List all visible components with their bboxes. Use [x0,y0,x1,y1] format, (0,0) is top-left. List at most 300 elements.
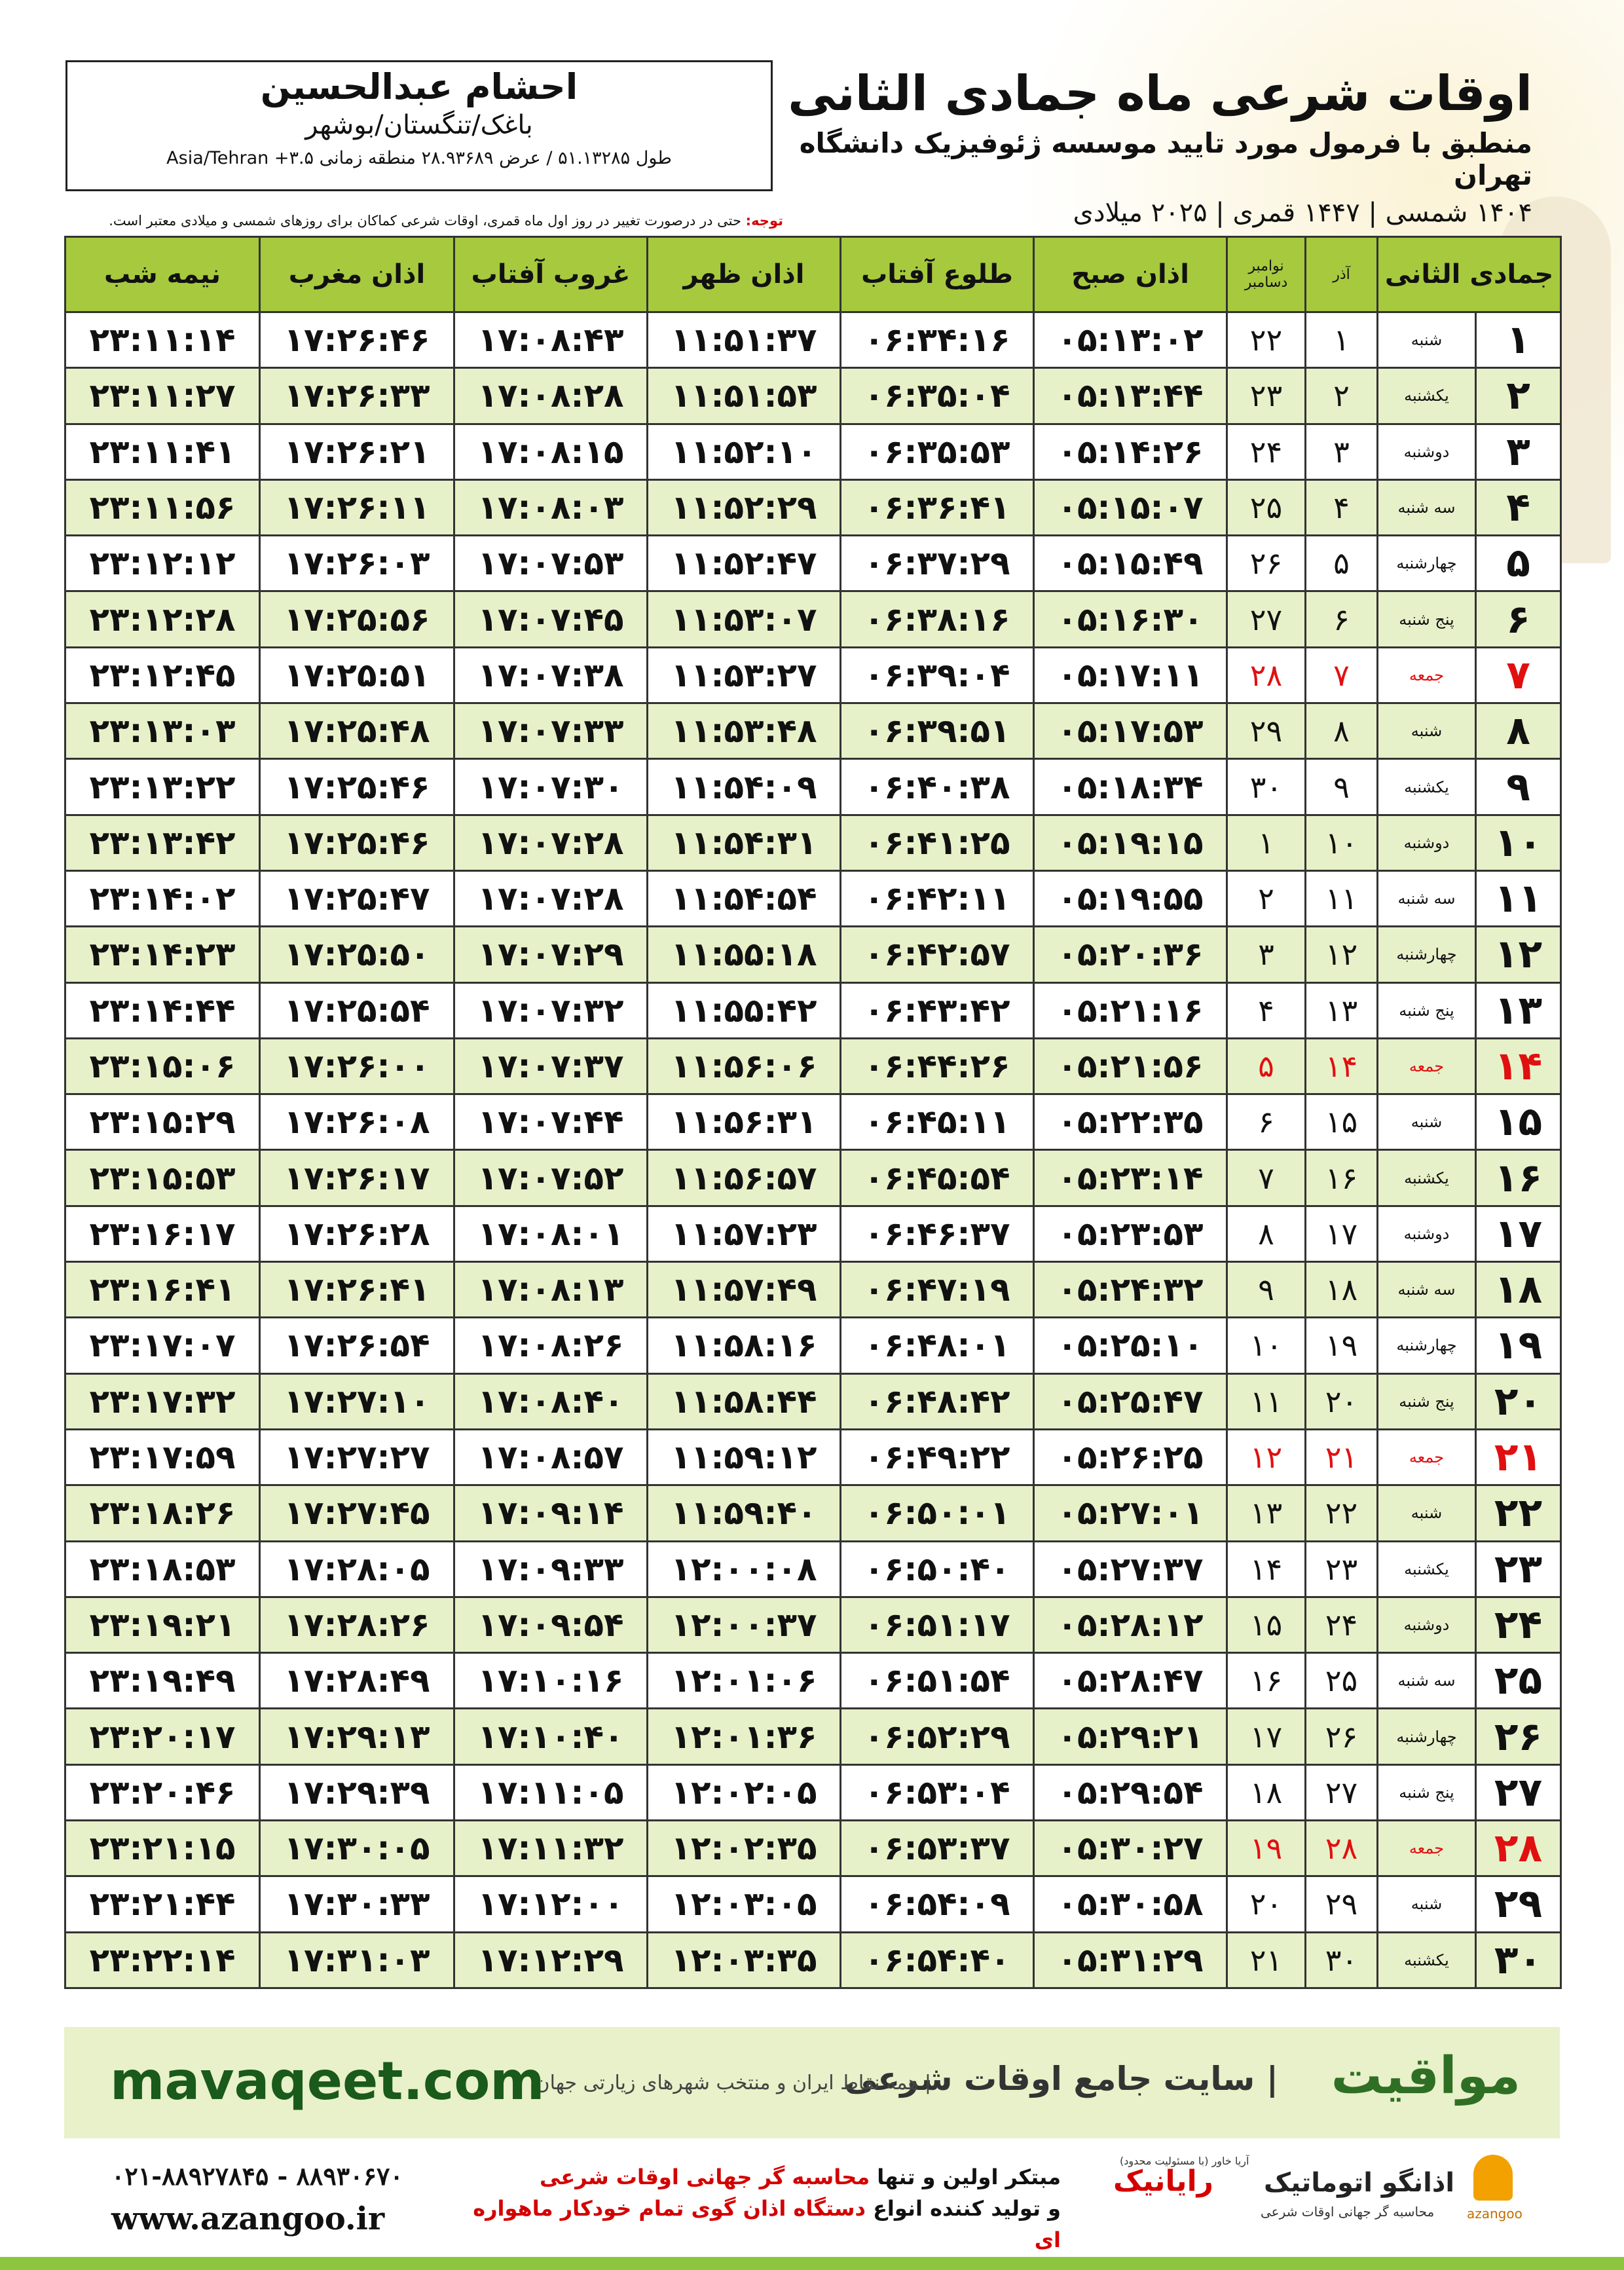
sunset-time: ۱۷:۰۸:۲۶ [454,1318,648,1373]
table-row [65,1485,1561,1541]
gregorian-date: ۲۰ [1227,1876,1306,1932]
dhuhr-time: ۱۱:۵۲:۴۷ [648,536,841,591]
azar-date: ۱۱ [1306,870,1378,926]
day-number: ۱۴ [1476,1038,1561,1094]
fajr-time: ۰۵:۳۰:۵۸ [1034,1876,1227,1932]
midnight-time: ۲۳:۲۲:۱۴ [65,1932,260,1988]
sunrise-time: ۰۶:۵۴:۴۰ [841,1932,1034,1988]
sunset-time: ۱۷:۱۱:۰۵ [454,1764,648,1820]
header-sunset: غروب آفتاب [454,237,648,312]
azar-date: ۱۶ [1306,1150,1378,1206]
location-coordinates: طول ۵۱.۱۳۲۸۵ / عرض ۲۸.۹۳۶۸۹ منطقه زمانی ۳.۵+ Asia/Tehran [166,148,672,168]
page-title: اوقات شرعی ماه جمادی الثانی [788,65,1532,122]
maghrib-time: ۱۷:۲۸:۲۶ [260,1597,454,1652]
table-row [65,1653,1561,1709]
day-number: ۱ [1476,312,1561,368]
azangoo-subtitle: محاسبه گر جهانی اوقات شرعی [1261,2204,1435,2220]
header-midnight: نیمه شب [65,237,260,312]
table-row [65,1541,1561,1597]
azar-date: ۲۸ [1306,1821,1378,1876]
table-row [65,368,1561,424]
maghrib-time: ۱۷:۲۶:۲۸ [260,1206,454,1261]
fajr-time: ۰۵:۲۸:۴۷ [1034,1653,1227,1709]
dhuhr-time: ۱۱:۵۱:۳۷ [648,312,841,368]
table-header-row [65,237,1561,312]
advert-line-1-text: مبتکر اولین و تنها [870,2165,1061,2189]
table-row [65,870,1561,926]
azar-date: ۱۳ [1306,982,1378,1038]
maghrib-time: ۱۷:۳۰:۰۵ [260,1821,454,1876]
azar-date: ۲۱ [1306,1429,1378,1485]
midnight-time: ۲۳:۱۱:۲۷ [65,368,260,424]
sunrise-time: ۰۶:۴۴:۲۶ [841,1038,1034,1094]
day-number: ۹ [1476,759,1561,815]
fajr-time: ۰۵:۱۸:۳۴ [1034,759,1227,815]
dhuhr-time: ۱۱:۵۳:۰۷ [648,591,841,647]
dhuhr-time: ۱۱:۵۳:۴۸ [648,703,841,759]
site-link[interactable]: mavaqeet.com [110,2051,545,2112]
day-number: ۳ [1476,424,1561,479]
gregorian-date: ۲۶ [1227,536,1306,591]
azar-date: ۲۶ [1306,1709,1378,1764]
website-link[interactable]: www.azangoo.ir [111,2201,385,2237]
sunset-time: ۱۷:۰۷:۵۲ [454,1150,648,1206]
midnight-time: ۲۳:۱۲:۴۵ [65,647,260,703]
date-line: ۱۴۰۴ شمسی | ۱۴۴۷ قمری | ۲۰۲۵ میلادی [1073,198,1532,228]
weekday: پنج شنبه [1378,1373,1476,1429]
maghrib-time: ۱۷:۲۵:۴۶ [260,815,454,870]
azar-date: ۱۲ [1306,927,1378,982]
table-row [65,1932,1561,1988]
maghrib-time: ۱۷:۲۵:۵۱ [260,647,454,703]
day-number: ۲۹ [1476,1876,1561,1932]
dhuhr-time: ۱۲:۰۲:۰۵ [648,1764,841,1820]
azangoo-mark-icon [1473,2155,1513,2201]
fajr-time: ۰۵:۱۷:۱۱ [1034,647,1227,703]
azar-date: ۲۲ [1306,1485,1378,1541]
midnight-time: ۲۳:۱۳:۲۲ [65,759,260,815]
gregorian-date: ۴ [1227,982,1306,1038]
dhuhr-time: ۱۱:۵۷:۴۹ [648,1262,841,1318]
gregorian-date: ۲۲ [1227,312,1306,368]
maghrib-time: ۱۷:۲۶:۳۳ [260,368,454,424]
midnight-time: ۲۳:۱۵:۵۳ [65,1150,260,1206]
sunset-time: ۱۷:۰۷:۲۸ [454,870,648,926]
weekday: جمعه [1378,1429,1476,1485]
advert-line-1 [471,2161,1061,2193]
sunset-time: ۱۷:۰۸:۴۰ [454,1373,648,1429]
maghrib-time: ۱۷:۲۶:۴۱ [260,1262,454,1318]
dhuhr-time: ۱۱:۵۶:۵۷ [648,1150,841,1206]
table-row [65,1373,1561,1429]
dhuhr-time: ۱۱:۵۶:۳۱ [648,1094,841,1150]
maghrib-time: ۱۷:۲۶:۲۱ [260,424,454,479]
day-number: ۱۳ [1476,982,1561,1038]
sunset-time: ۱۷:۰۷:۳۳ [454,703,648,759]
table-row [65,1150,1561,1206]
gregorian-date: ۱۵ [1227,1597,1306,1652]
sunrise-time: ۰۶:۴۲:۵۷ [841,927,1034,982]
midnight-time: ۲۳:۱۲:۱۲ [65,536,260,591]
weekday: چهارشنبه [1378,1318,1476,1373]
maghrib-time: ۱۷:۲۶:۱۷ [260,1150,454,1206]
gregorian-date: ۹ [1227,1262,1306,1318]
header-day: جمادی الثانی [1378,237,1561,312]
weekday: جمعه [1378,1821,1476,1876]
maghrib-time: ۱۷:۲۵:۵۶ [260,591,454,647]
weekday: چهارشنبه [1378,927,1476,982]
dhuhr-time: ۱۲:۰۰:۳۷ [648,1597,841,1652]
gregorian-date: ۱ [1227,815,1306,870]
table-row [65,927,1561,982]
weekday: شنبه [1378,1094,1476,1150]
table-row [65,703,1561,759]
weekday: سه شنبه [1378,1653,1476,1709]
dhuhr-time: ۱۱:۵۴:۰۹ [648,759,841,815]
azar-date: ۱۰ [1306,815,1378,870]
location-name: احشام عبدالحسین [260,66,578,107]
fajr-time: ۰۵:۲۳:۱۴ [1034,1150,1227,1206]
day-number: ۱۰ [1476,815,1561,870]
sunrise-time: ۰۶:۳۶:۴۱ [841,479,1034,535]
dhuhr-time: ۱۱:۵۵:۱۸ [648,927,841,982]
day-number: ۲۶ [1476,1709,1561,1764]
fajr-time: ۰۵:۲۹:۵۴ [1034,1764,1227,1820]
sunrise-time: ۰۶:۴۶:۳۷ [841,1206,1034,1261]
note [64,213,783,229]
fajr-time: ۰۵:۲۹:۲۱ [1034,1709,1227,1764]
sunrise-time: ۰۶:۳۵:۵۳ [841,424,1034,479]
gregorian-date: ۲۵ [1227,479,1306,535]
fajr-time: ۰۵:۲۷:۳۷ [1034,1541,1227,1597]
table-row [65,1206,1561,1261]
azar-date: ۵ [1306,536,1378,591]
gregorian-date: ۲۹ [1227,703,1306,759]
day-number: ۱۸ [1476,1262,1561,1318]
sunrise-time: ۰۶:۴۸:۴۲ [841,1373,1034,1429]
day-number: ۱۷ [1476,1206,1561,1261]
azar-date: ۲۰ [1306,1373,1378,1429]
sunset-time: ۱۷:۱۰:۴۰ [454,1709,648,1764]
azar-date: ۱۵ [1306,1094,1378,1150]
footer-banner [64,2027,1560,2138]
dhuhr-time: ۱۱:۵۲:۱۰ [648,424,841,479]
weekday: دوشنبه [1378,1206,1476,1261]
sunset-time: ۱۷:۰۷:۵۳ [454,536,648,591]
azar-date: ۳ [1306,424,1378,479]
weekday: دوشنبه [1378,815,1476,870]
sunrise-time: ۰۶:۵۳:۳۷ [841,1821,1034,1876]
weekday: یکشنبه [1378,368,1476,424]
midnight-time: ۲۳:۱۹:۴۹ [65,1653,260,1709]
sunrise-time: ۰۶:۵۱:۵۴ [841,1653,1034,1709]
table-row [65,1318,1561,1373]
sunrise-time: ۰۶:۵۲:۲۹ [841,1709,1034,1764]
azar-date: ۲۳ [1306,1541,1378,1597]
azar-date: ۷ [1306,647,1378,703]
azar-date: ۴ [1306,479,1378,535]
day-number: ۵ [1476,536,1561,591]
sunrise-time: ۰۶:۵۳:۰۴ [841,1764,1034,1820]
sunrise-time: ۰۶:۴۲:۱۱ [841,870,1034,926]
table-row [65,1821,1561,1876]
midnight-time: ۲۳:۲۰:۴۶ [65,1764,260,1820]
sunset-time: ۱۷:۰۷:۳۷ [454,1038,648,1094]
page-subtitle: منطبق با فرمول مورد تایید موسسه ژئوفیزیک دانشگاه تهران [799,127,1532,191]
azar-date: ۳۰ [1306,1932,1378,1988]
table-row [65,1262,1561,1318]
fajr-time: ۰۵:۲۵:۱۰ [1034,1318,1227,1373]
table-row [65,536,1561,591]
table-row [65,982,1561,1038]
fajr-time: ۰۵:۲۳:۵۳ [1034,1206,1227,1261]
gregorian-date: ۱۲ [1227,1429,1306,1485]
azar-date: ۱۸ [1306,1262,1378,1318]
azangoo-latin-logo: azangoo [1467,2206,1522,2222]
day-number: ۲۰ [1476,1373,1561,1429]
sunset-time: ۱۷:۰۹:۱۴ [454,1485,648,1541]
weekday: پنج شنبه [1378,982,1476,1038]
maghrib-time: ۱۷:۲۵:۴۷ [260,870,454,926]
sunset-time: ۱۷:۰۸:۱۳ [454,1262,648,1318]
table-row [65,479,1561,535]
table-row [65,815,1561,870]
gregorian-date: ۲۳ [1227,368,1306,424]
midnight-time: ۲۳:۱۴:۴۴ [65,982,260,1038]
day-number: ۳۰ [1476,1932,1561,1988]
dhuhr-time: ۱۱:۵۴:۳۱ [648,815,841,870]
fajr-time: ۰۵:۲۵:۴۷ [1034,1373,1227,1429]
midnight-time: ۲۳:۱۸:۲۶ [65,1485,260,1541]
sunrise-time: ۰۶:۳۹:۰۴ [841,647,1034,703]
midnight-time: ۲۳:۲۱:۱۵ [65,1821,260,1876]
table-row [65,1764,1561,1820]
azar-date: ۱۷ [1306,1206,1378,1261]
azar-date: ۲۷ [1306,1764,1378,1820]
sunset-time: ۱۷:۰۷:۳۰ [454,759,648,815]
table-row [65,1038,1561,1094]
azar-date: ۲۵ [1306,1653,1378,1709]
midnight-time: ۲۳:۱۹:۲۱ [65,1597,260,1652]
sunset-time: ۱۷:۱۰:۱۶ [454,1653,648,1709]
sunrise-time: ۰۶:۳۵:۰۴ [841,368,1034,424]
weekday: یکشنبه [1378,1150,1476,1206]
gregorian-date: ۳۰ [1227,759,1306,815]
sunrise-time: ۰۶:۴۵:۱۱ [841,1094,1034,1150]
gregorian-date: ۲ [1227,870,1306,926]
slogan: | سایت جامع اوقات شرعی [844,2060,1278,2098]
sunset-time: ۱۷:۰۸:۵۷ [454,1429,648,1485]
sunset-time: ۱۷:۰۷:۳۸ [454,647,648,703]
weekday: سه شنبه [1378,1262,1476,1318]
maghrib-time: ۱۷:۲۵:۴۶ [260,759,454,815]
dhuhr-time: ۱۲:۰۱:۳۶ [648,1709,841,1764]
header-sunrise: طلوع آفتاب [841,237,1034,312]
table-row [65,312,1561,368]
note-label: توجه: [745,213,783,229]
azar-date: ۹ [1306,759,1378,815]
day-number: ۸ [1476,703,1561,759]
day-number: ۱۱ [1476,870,1561,926]
fajr-time: ۰۵:۱۹:۱۵ [1034,815,1227,870]
gregorian-date: ۱۷ [1227,1709,1306,1764]
azangoo-logo: اذانگو اتوماتیک [1264,2168,1455,2198]
gregorian-date: ۲۷ [1227,591,1306,647]
midnight-time: ۲۳:۱۱:۱۴ [65,312,260,368]
day-number: ۱۵ [1476,1094,1561,1150]
sunset-time: ۱۷:۰۸:۴۳ [454,312,648,368]
dhuhr-time: ۱۱:۵۱:۵۳ [648,368,841,424]
advert-line-2-text: و تولید کننده انواع [865,2196,1061,2221]
maghrib-time: ۱۷:۲۵:۵۰ [260,927,454,982]
midnight-time: ۲۳:۱۶:۱۷ [65,1206,260,1261]
midnight-time: ۲۳:۱۶:۴۱ [65,1262,260,1318]
maghrib-time: ۱۷:۲۶:۴۶ [260,312,454,368]
sunrise-time: ۰۶:۳۸:۱۶ [841,591,1034,647]
midnight-time: ۲۳:۱۳:۴۲ [65,815,260,870]
fajr-time: ۰۵:۱۴:۲۶ [1034,424,1227,479]
header-nov-dec: نوامبر دسامبر [1227,237,1306,312]
weekday: چهارشنبه [1378,1709,1476,1764]
day-number: ۲۸ [1476,1821,1561,1876]
fajr-time: ۰۵:۲۰:۳۶ [1034,927,1227,982]
fajr-time: ۰۵:۳۱:۲۹ [1034,1932,1227,1988]
weekday: یکشنبه [1378,1932,1476,1988]
maghrib-time: ۱۷:۲۵:۴۸ [260,703,454,759]
sunset-time: ۱۷:۰۷:۲۸ [454,815,648,870]
weekday: شنبه [1378,1485,1476,1541]
dhuhr-time: ۱۲:۰۲:۳۵ [648,1821,841,1876]
day-number: ۲۵ [1476,1653,1561,1709]
gregorian-date: ۵ [1227,1038,1306,1094]
maghrib-time: ۱۷:۲۶:۰۸ [260,1094,454,1150]
dhuhr-time: ۱۱:۵۲:۲۹ [648,479,841,535]
location-path: باغک/تنگستان/بوشهر [305,110,533,140]
maghrib-time: ۱۷:۲۶:۰۰ [260,1038,454,1094]
rayanik-subtitle: (با مسئولیت محدود) آریا خاور [1120,2155,1249,2167]
weekday: دوشنبه [1378,424,1476,479]
day-number: ۲۷ [1476,1764,1561,1820]
dhuhr-time: ۱۱:۵۹:۴۰ [648,1485,841,1541]
azar-date: ۲۹ [1306,1876,1378,1932]
sunrise-time: ۰۶:۵۰:۰۱ [841,1485,1034,1541]
fajr-time: ۰۵:۲۲:۳۵ [1034,1094,1227,1150]
maghrib-time: ۱۷:۲۵:۵۴ [260,982,454,1038]
table-row [65,1597,1561,1652]
midnight-time: ۲۳:۱۷:۵۹ [65,1429,260,1485]
midnight-time: ۲۳:۲۰:۱۷ [65,1709,260,1764]
maghrib-time: ۱۷:۳۱:۰۳ [260,1932,454,1988]
sunset-time: ۱۷:۰۸:۱۵ [454,424,648,479]
table-row [65,1429,1561,1485]
weekday: جمعه [1378,1038,1476,1094]
gregorian-date: ۲۴ [1227,424,1306,479]
header-dhuhr: اذان ظهر [648,237,841,312]
midnight-time: ۲۳:۲۱:۴۴ [65,1876,260,1932]
sunrise-time: ۰۶:۳۷:۲۹ [841,536,1034,591]
fajr-time: ۰۵:۱۳:۰۲ [1034,312,1227,368]
gregorian-date: ۱۰ [1227,1318,1306,1373]
azar-date: ۱۹ [1306,1318,1378,1373]
midnight-time: ۲۳:۱۵:۲۹ [65,1094,260,1150]
midnight-time: ۲۳:۱۷:۳۲ [65,1373,260,1429]
maghrib-time: ۱۷:۲۷:۴۵ [260,1485,454,1541]
azar-date: ۸ [1306,703,1378,759]
sunrise-time: ۰۶:۳۴:۱۶ [841,312,1034,368]
day-number: ۱۶ [1476,1150,1561,1206]
sunset-time: ۱۷:۱۱:۳۲ [454,1821,648,1876]
dhuhr-time: ۱۲:۰۳:۰۵ [648,1876,841,1932]
header-maghrib: اذان مغرب [260,237,454,312]
midnight-time: ۲۳:۱۴:۰۲ [65,870,260,926]
sunset-time: ۱۷:۰۹:۳۳ [454,1541,648,1597]
midnight-time: ۲۳:۱۱:۵۶ [65,479,260,535]
gregorian-date: ۱۶ [1227,1653,1306,1709]
azar-date: ۲ [1306,368,1378,424]
maghrib-time: ۱۷:۲۷:۱۰ [260,1373,454,1429]
phone-numbers: ۰۲۱-۸۸۹۲۷۸۴۵ - ۸۸۹۳۰۶۷۰ [111,2161,403,2191]
dhuhr-time: ۱۱:۵۶:۰۶ [648,1038,841,1094]
location-box [65,60,773,191]
header-fajr: اذان صبح [1034,237,1227,312]
rayanik-logo: رایانیک [1113,2165,1213,2198]
fajr-time: ۰۵:۲۷:۰۱ [1034,1485,1227,1541]
gregorian-date: ۸ [1227,1206,1306,1261]
sunset-time: ۱۷:۰۹:۵۴ [454,1597,648,1652]
dhuhr-time: ۱۱:۵۵:۴۲ [648,982,841,1038]
dhuhr-time: ۱۱:۵۴:۵۴ [648,870,841,926]
maghrib-time: ۱۷:۲۶:۰۳ [260,536,454,591]
sunset-time: ۱۷:۰۸:۰۳ [454,479,648,535]
midnight-time: ۲۳:۱۸:۵۳ [65,1541,260,1597]
maghrib-time: ۱۷:۲۷:۲۷ [260,1429,454,1485]
azar-date: ۲۴ [1306,1597,1378,1652]
dhuhr-time: ۱۲:۰۱:۰۶ [648,1653,841,1709]
midnight-time: ۲۳:۱۴:۲۳ [65,927,260,982]
fajr-time: ۰۵:۲۶:۲۵ [1034,1429,1227,1485]
gregorian-date: ۱۹ [1227,1821,1306,1876]
day-number: ۶ [1476,591,1561,647]
maghrib-time: ۱۷:۲۹:۳۹ [260,1764,454,1820]
dhuhr-time: ۱۱:۵۷:۲۳ [648,1206,841,1261]
fajr-time: ۰۵:۱۷:۵۳ [1034,703,1227,759]
maghrib-time: ۱۷:۲۶:۱۱ [260,479,454,535]
azar-date: ۶ [1306,591,1378,647]
fajr-time: ۰۵:۱۹:۵۵ [1034,870,1227,926]
weekday: جمعه [1378,647,1476,703]
bottom-bar [0,2257,1624,2270]
sunrise-time: ۰۶:۵۴:۰۹ [841,1876,1034,1932]
dhuhr-time: ۱۲:۰۰:۰۸ [648,1541,841,1597]
sunrise-time: ۰۶:۴۰:۳۸ [841,759,1034,815]
gregorian-date: ۳ [1227,927,1306,982]
sunrise-time: ۰۶:۴۷:۱۹ [841,1262,1034,1318]
fajr-time: ۰۵:۱۵:۰۷ [1034,479,1227,535]
dhuhr-time: ۱۱:۵۸:۴۴ [648,1373,841,1429]
sunrise-time: ۰۶:۳۹:۵۱ [841,703,1034,759]
day-number: ۷ [1476,647,1561,703]
gregorian-date: ۲۸ [1227,647,1306,703]
fajr-time: ۰۵:۳۰:۲۷ [1034,1821,1227,1876]
maghrib-time: ۱۷:۲۸:۴۹ [260,1653,454,1709]
weekday: سه شنبه [1378,870,1476,926]
table-row [65,591,1561,647]
azar-date: ۱ [1306,312,1378,368]
note-text: حتی در درصورت تغییر در روز اول ماه قمری، اوقات شرعی کماکان برای روزهای شمسی و میلادی معتبر است. [109,213,746,229]
table-row [65,647,1561,703]
sunrise-time: ۰۶:۴۹:۲۲ [841,1429,1034,1485]
advert-line-1-highlight: محاسبه گر جهانی اوقات شرعی [540,2165,870,2189]
